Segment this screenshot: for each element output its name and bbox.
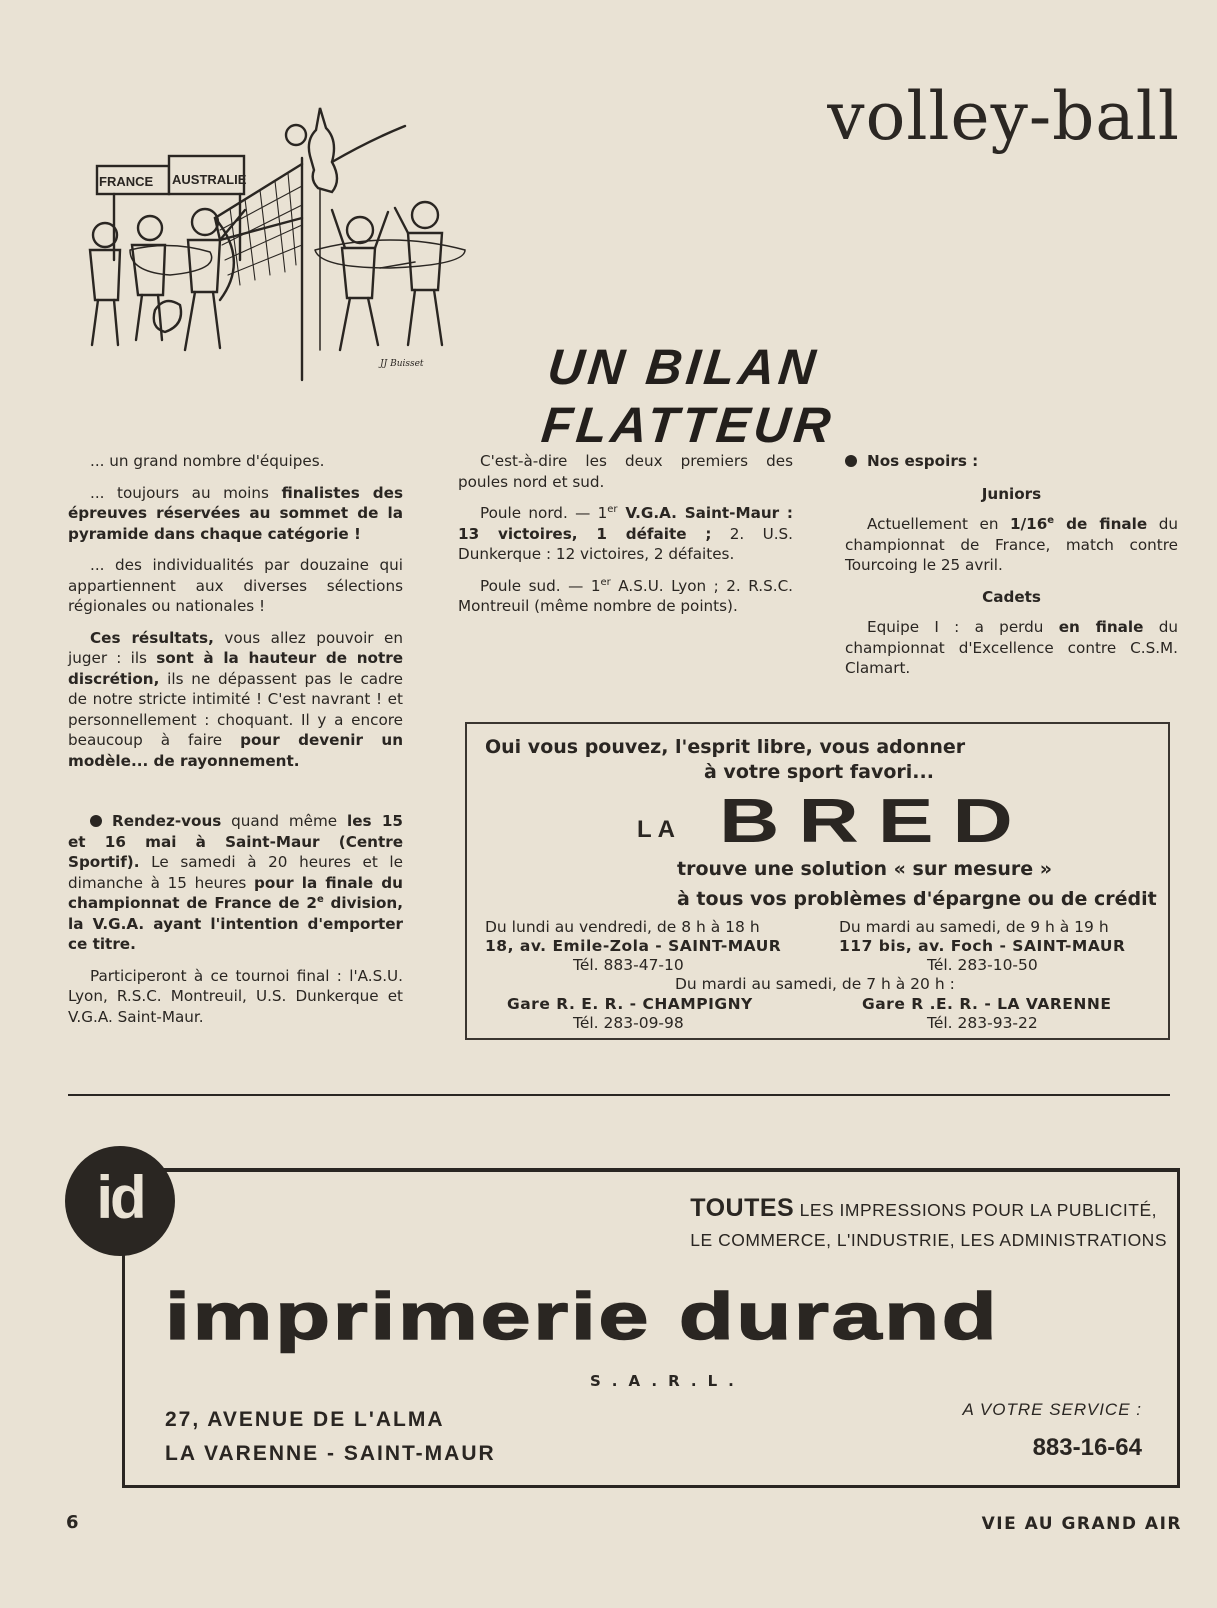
volleyball-cartoon bbox=[70, 100, 490, 390]
bred-addr-left: 18, av. Emile-Zola - SAINT-MAUR bbox=[485, 937, 782, 955]
durand-contact: A VOTRE SERVICE : 883-16-64 bbox=[962, 1400, 1142, 1461]
page-number: 6 bbox=[66, 1512, 79, 1533]
bred-logo-prefix: LA bbox=[637, 816, 681, 843]
bred-gare-left-tel: Tél. 283-09-98 bbox=[573, 1014, 684, 1032]
bullet-icon bbox=[90, 815, 102, 827]
col2-p2: Poule nord. — 1er V.G.A. Saint-Maur : 13 victoires, 1 défaite ; 2. U.S. Dunkerque : 12 victoires, 2 défaites. bbox=[458, 503, 793, 563]
bred-gare-right: Gare R .E. R. - LA VARENNE bbox=[862, 995, 1112, 1013]
col1-p1: ... un grand nombre d'équipes. bbox=[90, 452, 325, 470]
bred-hours-right: Du mardi au samedi, de 9 h à 19 h bbox=[839, 918, 1109, 936]
col1-p4: Ces résultats, vous allez pouvoir en juger : ils sont à la hauteur de notre discrétion, ils ne dépassent pas le cadre de notre stricte intimité ! C'est navrant ! et personnellement : choquant. Il y a encore beaucoup à faire pour devenir un modèle... de rayonnement. bbox=[68, 628, 404, 770]
column-2 bbox=[458, 451, 793, 628]
bred-hours-left: Du lundi au vendredi, de 8 h à 18 h bbox=[485, 918, 760, 936]
artist-signature: JJ Buisset bbox=[380, 359, 424, 369]
bullet-icon bbox=[845, 455, 857, 467]
col1-p6: Participeront à ce tournoi final : l'A.S.U. Lyon, R.S.C. Montreuil, U.S. Dunkerque et V.G.A. Saint-Maur. bbox=[68, 966, 403, 1026]
id-logo: id bbox=[65, 1146, 175, 1256]
cadets-title: Cadets bbox=[982, 587, 1041, 606]
bred-tel-left: Tél. 883-47-10 bbox=[573, 956, 684, 974]
column-1 bbox=[68, 451, 403, 1038]
bred-logo-name: BRED bbox=[719, 787, 1032, 856]
bred-gare-right-tel: Tél. 283-93-22 bbox=[927, 1014, 1038, 1032]
bred-tel-right: Tél. 283-10-50 bbox=[927, 956, 1038, 974]
cadets-text: Equipe I : a perdu en finale du championnat d'Excellence contre C.S.M. Clamart. bbox=[845, 618, 1178, 677]
divider bbox=[68, 1094, 1170, 1096]
durand-sarl: S.A.R.L. bbox=[590, 1372, 745, 1390]
sign-australie: AUSTRALIE bbox=[172, 172, 247, 187]
col3-heading: Nos espoirs : bbox=[845, 451, 1178, 472]
juniors-text: Actuellement en 1/16e de finale du championnat de France, match contre Tourcoing le 25 avril. bbox=[845, 514, 1178, 574]
section-title: volley-ball bbox=[827, 78, 1180, 155]
col1-p2: ... toujours au moins finalistes des épreuves réservées au sommet de la pyramide dans chaque catégorie ! bbox=[68, 483, 403, 543]
durand-address: 27, AVENUE DE L'ALMA LA VARENNE - SAINT-MAUR bbox=[165, 1408, 496, 1465]
durand-services: TOUTES LES IMPRESSIONS POUR LA PUBLICITÉ, LE COMMERCE, L'INDUSTRIE, LES ADMINISTRATIONS bbox=[690, 1194, 1167, 1250]
col2-p3: Poule sud. — 1er A.S.U. Lyon ; 2. R.S.C. Montreuil (même nombre de points). bbox=[458, 576, 794, 615]
bred-line2: à votre sport favori... bbox=[704, 761, 934, 783]
durand-title: imprimerie durand bbox=[165, 1279, 1000, 1353]
bred-advertisement bbox=[465, 722, 1170, 1040]
magazine-name: VIE AU GRAND AIR bbox=[981, 1514, 1182, 1534]
column-3 bbox=[845, 451, 1178, 690]
col1-p5: Rendez-vous quand même les 15 et 16 mai à Saint-Maur (Centre Sportif). Le samedi à 20 heures et le dimanche à 15 heures pour la finale du championnat de France de 2e division, la V.G.A. ayant l'intention d'emporter ce titre. bbox=[68, 812, 404, 953]
bred-addr-right: 117 bis, av. Foch - SAINT-MAUR bbox=[839, 937, 1126, 955]
sign-france: FRANCE bbox=[99, 174, 154, 189]
durand-phone: 883-16-64 bbox=[1032, 1434, 1142, 1461]
juniors-title: Juniors bbox=[981, 484, 1042, 503]
bred-tagline1: trouve une solution « sur mesure » bbox=[677, 858, 1053, 880]
col2-p1: C'est-à-dire les deux premiers des poules nord et sud. bbox=[458, 452, 793, 491]
bred-line1: Oui vous pouvez, l'esprit libre, vous adonner bbox=[485, 736, 966, 758]
bred-tagline2: à tous vos problèmes d'épargne ou de crédit bbox=[677, 888, 1157, 910]
headline: UN BILAN FLATTEUR bbox=[539, 339, 838, 453]
bred-hours-mid: Du mardi au samedi, de 7 h à 20 h : bbox=[675, 975, 955, 993]
bred-gare-left: Gare R. E. R. - CHAMPIGNY bbox=[507, 995, 753, 1013]
col1-p3: ... des individualités par douzaine qui appartiennent aux diverses sélections régionales ou nationales ! bbox=[68, 556, 403, 615]
